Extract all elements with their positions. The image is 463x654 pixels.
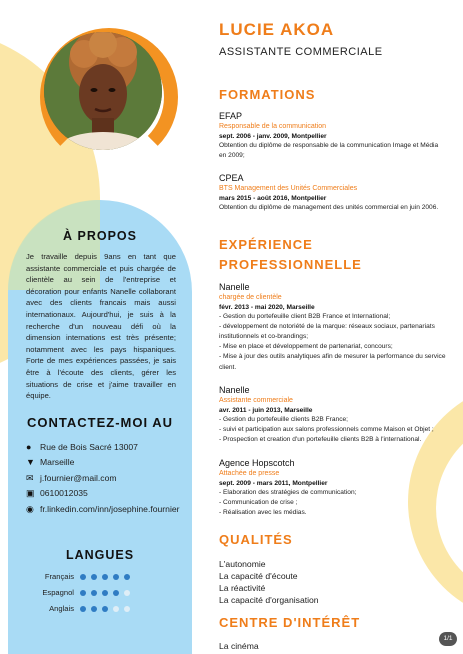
quality-item: La capacité d'organisation — [219, 595, 319, 605]
map-marker-icon: ▼ — [26, 457, 35, 468]
level-dot — [102, 574, 108, 580]
envelope-icon: ✉ — [26, 472, 34, 483]
language-level-dots — [80, 590, 130, 596]
level-dot — [102, 590, 108, 596]
globe-icon: ◉ — [26, 503, 34, 514]
level-dot — [124, 606, 130, 612]
contact-title: CONTACTEZ-MOI AU — [27, 415, 173, 430]
level-dot — [91, 606, 97, 612]
interest-item: La cinéma — [219, 641, 259, 651]
location-pin-icon: ● — [26, 442, 32, 452]
experience-entry: Agence Hopscotch Attachée de presse sept. 2009 - mars 2011, Montpellier - Elaboration des stratégies de communication; - Communication de crise ; - Réalisation avec les médias. — [219, 458, 357, 516]
language-level-dots — [80, 574, 130, 580]
contact-list — [26, 441, 186, 518]
language-level-dots — [80, 606, 130, 612]
level-dot — [113, 590, 119, 596]
level-dot — [113, 606, 119, 612]
experience-title: EXPÉRIENCE PROFESSIONNELLE — [219, 237, 362, 272]
level-dot — [80, 574, 86, 580]
job-title: ASSISTANTE COMMERCIALE — [219, 46, 383, 58]
formation-entry: CPEA BTS Management des Unités Commerciales mars 2015 - août 2016, Montpellier Obtention du diplôme de management des unités commercial en juin 2006. — [219, 173, 439, 211]
level-dot — [80, 606, 86, 612]
contact-item-linkedin[interactable]: ◉ fr.linkedin.com/inn/josephine.fournier — [26, 503, 180, 514]
language-row-french: Français — [30, 572, 130, 581]
contact-item-address: ● Rue de Bois Sacré 13007 — [26, 442, 138, 452]
experience-entry: Nanelle Assistante commerciale avr. 2011 - juin 2013, Marseille - Gestion du portefeuille clients B2B France; - suivi et participation aux salons professionnels comme Maison et Objet ; - Prospection et creation d'un portefeuille clients B2B à l'international. — [219, 385, 434, 443]
contact-item-email[interactable]: ✉ j.fournier@mail.com — [26, 472, 117, 483]
qualities-title: QUALITÉS — [219, 532, 293, 547]
language-row-english: Anglais — [30, 604, 130, 613]
language-row-spanish: Espagnol — [30, 588, 130, 597]
level-dot — [113, 574, 119, 580]
candidate-name: LUCIE AKOA — [219, 20, 335, 39]
page-indicator[interactable]: 1/1 — [439, 632, 457, 646]
about-title: À PROPOS — [63, 229, 137, 243]
contact-item-phone[interactable]: ▣ 0610012035 — [26, 488, 88, 499]
quality-item: La réactivité — [219, 583, 266, 593]
level-dot — [102, 606, 108, 612]
about-text: Je travaille depuis 9ans en tant que assistante commerciale et puis chargée de clientèle au sein de l'entreprise et décoration pour enfants Nanelle collaborant avec des clients francais mais aussi internationaux. Aujourd'hui, je suis à la recherche d'un nouveau défi où la dimension internations est très présente; notamment avec les pays hispaniques. Forte de mes expériences passées, je sais être à l'écoute des clients, gérer les situations de crise et j'aime travailler en équipe. — [26, 252, 176, 401]
quality-item: La capacité d'écoute — [219, 571, 298, 581]
quality-item: L'autonomie — [219, 559, 266, 569]
contact-item-city: ▼ Marseille — [26, 457, 75, 468]
level-dot — [91, 590, 97, 596]
level-dot — [124, 574, 130, 580]
experience-entry: Nanelle chargée de clientèle févr. 2013 - mai 2020, Marseille - Gestion du portefeuille client B2B France et International; - développement de notoriété de la marque: réseaux sociaux, partenariats institutionnels et co-brandings; - Mise en place et développement de partenariat, concours; - Mise à jour des outils analytiques afin de mesurer la performance du service client. — [219, 282, 446, 371]
languages-title: LANGUES — [65, 548, 135, 562]
level-dot — [80, 590, 86, 596]
interests-title: CENTRE D'INTÉRÊT — [219, 615, 361, 630]
level-dot — [124, 590, 130, 596]
formations-title: FORMATIONS — [219, 87, 316, 102]
phone-icon: ▣ — [26, 488, 35, 499]
profile-photo — [44, 32, 162, 150]
level-dot — [91, 574, 97, 580]
formation-entry: EFAP Responsable de la communication sept. 2006 - janv. 2009, Montpellier Obtention du diplôme de responsable de la communication Image et Média en 2009; — [219, 111, 439, 159]
